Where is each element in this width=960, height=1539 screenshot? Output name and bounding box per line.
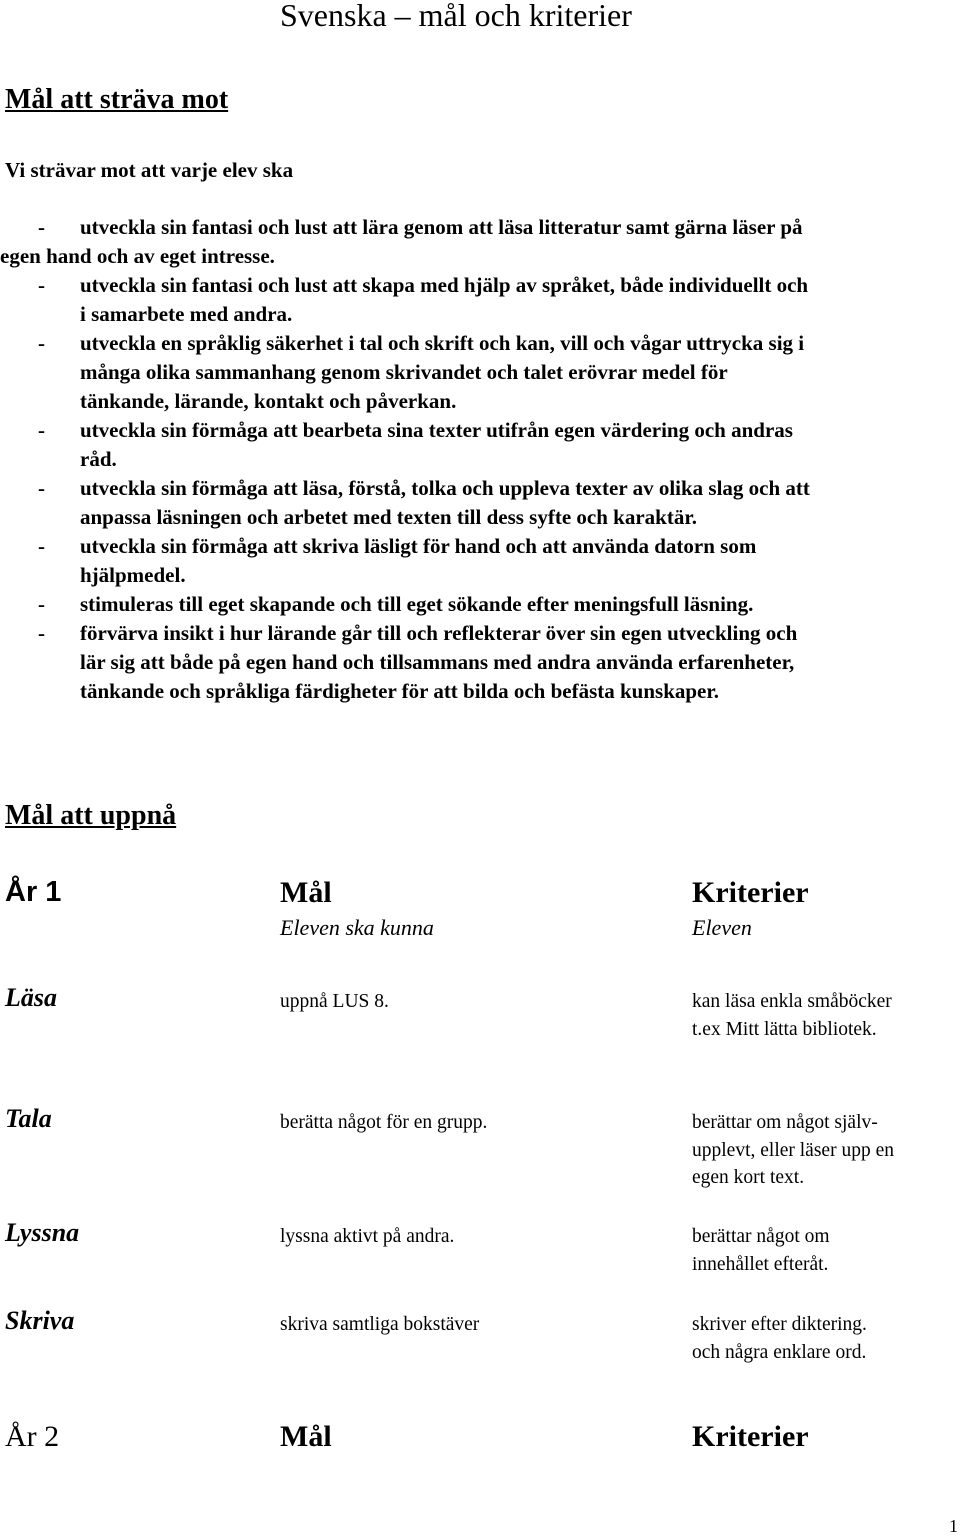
criteria-text: och några enklare ord. [692,1341,867,1363]
goal-text: egen hand och av eget intresse. [0,244,275,268]
strive-heading: Mål att sträva mot [5,84,229,115]
goal-text: utveckla sin fantasi och lust att skapa med hjälp av språket, både individuellt och [80,273,809,297]
criteria-cell [692,988,892,1043]
criteria-cell [692,1311,867,1366]
goal-column-subheader: Eleven ska kunna [280,915,434,940]
goal-item [0,213,960,271]
subject-label: Läsa [5,983,57,1012]
goal-text: berätta något för en grupp. [280,1112,488,1133]
goal-text: tänkande, lärande, kontakt och påverkan. [80,389,457,413]
reach-heading: Mål att uppnå [5,800,177,831]
goal-text: uppnå LUS 8. [280,991,389,1012]
criteria-column-subheader: Eleven [692,915,752,940]
goal-cell [280,1109,487,1137]
list-dash: - [38,215,45,239]
goal-text: skriva samtliga bokstäver [280,1314,480,1335]
criteria-text: innehållet efteråt. [692,1253,829,1275]
goal-text: tänkande och språkliga färdigheter för att bilda och befästa kunskaper. [80,679,720,703]
criteria-cell [692,1109,894,1192]
list-dash: - [38,592,45,616]
list-dash: - [38,534,45,558]
strive-goal-list [0,213,960,706]
list-dash: - [38,331,45,355]
criteria-text: t.ex Mitt lätta bibliotek. [692,1018,877,1040]
goal-text: förvärva insikt i hur lärande går till och reflekterar över sin egen utveckling och [80,621,798,645]
goal-text: lyssna aktivt på andra. [280,1226,455,1247]
goal-item [0,329,960,416]
criteria-text: egen kort text. [692,1167,805,1188]
subject-label: Skriva [5,1306,75,1335]
criteria-column-header: Kriterier [692,1420,809,1453]
goal-text: i samarbete med andra. [80,302,293,326]
list-dash: - [38,476,45,500]
goal-text: råd. [80,447,117,471]
goal-text: utveckla sin förmåga att skriva läsligt för hand och att använda datorn som [80,534,757,558]
strive-intro: Vi strävar mot att varje elev ska [5,158,294,182]
goal-item [0,271,960,329]
goal-text: hjälpmedel. [80,563,186,587]
goal-text: utveckla sin fantasi och lust att lära genom att läsa litteratur samt gärna läser på [80,215,803,239]
goal-cell [280,988,389,1016]
goal-item [0,590,960,619]
goal-text: många olika sammanhang genom skrivandet och talet erövrar medel för [80,360,728,384]
list-dash: - [38,418,45,442]
goal-text: utveckla sin förmåga att bearbeta sina texter utifrån egen värdering och andras [80,418,793,442]
goal-text: stimuleras till eget skapande och till eget sökande efter meningsfull läsning. [80,592,754,616]
goal-cell [280,1311,479,1339]
criteria-text: berättar om något själv- [692,1112,878,1133]
goal-text: utveckla en språklig säkerhet i tal och skrift och kan, vill och vågar uttrycka sig i [80,331,805,355]
goal-item [0,474,960,532]
subject-label: Lyssna [5,1218,80,1247]
goal-item [0,532,960,590]
page-number: 1 [949,1516,958,1536]
criteria-text: skriver efter diktering. [692,1314,867,1335]
list-dash: - [38,273,45,297]
goal-text: utveckla sin förmåga att läsa, förstå, tolka och uppleva texter av olika slag och att [80,476,810,500]
goal-item [0,619,960,706]
criteria-text: upplevt, eller läser upp en [692,1139,894,1161]
goal-text: lär sig att både på egen hand och tillsammans med andra använda erfarenheter, [80,650,795,674]
criteria-text: berättar något om [692,1226,830,1247]
list-dash: - [38,621,45,645]
goal-cell [280,1223,454,1251]
goal-column-header: Mål [280,1420,332,1453]
goal-text: anpassa läsningen och arbetet med texten till dess syfte och karaktär. [80,505,697,529]
goal-column-header: Mål [280,876,332,909]
criteria-text: kan läsa enkla småböcker [692,991,892,1012]
page-title: Svenska – mål och kriterier [280,0,632,33]
subject-label: Tala [5,1104,52,1133]
criteria-cell [692,1223,830,1278]
goal-item [0,416,960,474]
year-2-label: År 2 [5,1420,60,1453]
criteria-column-header: Kriterier [692,876,809,909]
year-1-label: År 1 [5,876,62,908]
